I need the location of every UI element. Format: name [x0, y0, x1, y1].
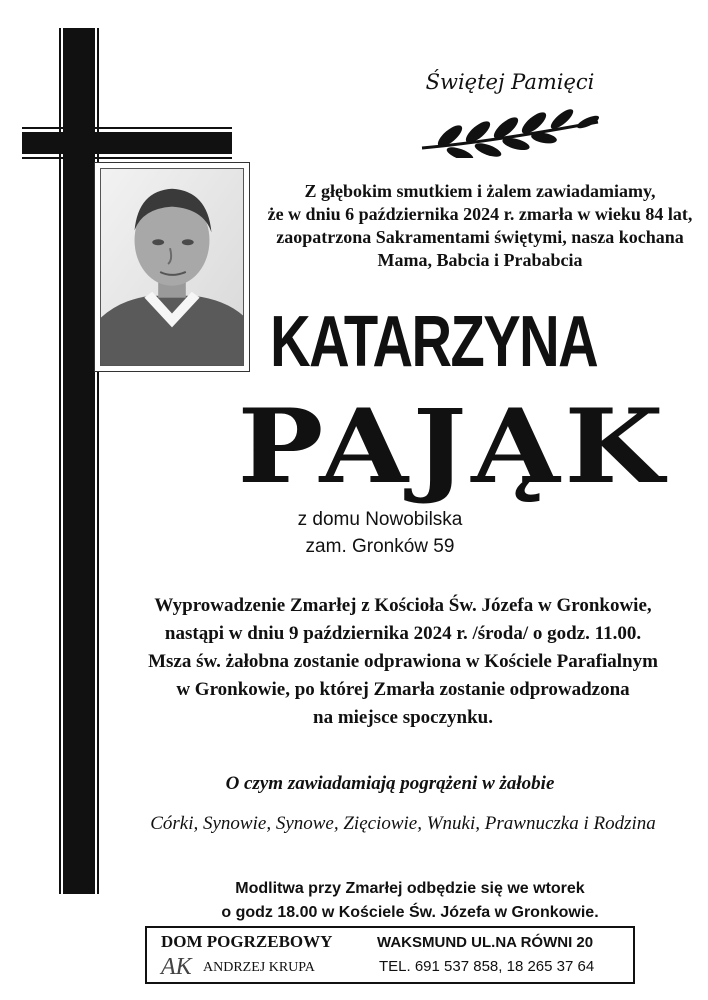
funeral-details: [98, 592, 708, 732]
funeral-home-address: WAKSMUND UL.NA RÓWNI 20: [377, 934, 594, 951]
funeral-home-phones: TEL. 691 537 858, 18 265 37 64: [379, 958, 595, 975]
leaf-branch-icon: [420, 108, 600, 158]
announcement-line: że w dniu 6 października 2024 r. zmarła w wieku 84 lat,: [267, 204, 693, 224]
portrait-photo: [94, 162, 250, 372]
residence: zam. Gronków 59: [305, 536, 455, 557]
header-title: Świętej Pamięci: [425, 70, 595, 94]
announcement-line: Z głębokim smutkiem i żalem zawiadamiamy,: [304, 181, 656, 201]
announcement-line: Mama, Babcia i Prababcia: [377, 250, 583, 270]
maiden-name: z domu Nowobilska: [297, 509, 463, 530]
funeral-line: na miejsce spoczynku.: [313, 707, 493, 728]
prayer-notice: [130, 877, 690, 925]
funeral-line: Msza św. żałobna zostanie odprawiona w Kościele Parafialnym: [148, 651, 658, 672]
funeral-home-name: DOM POGRZEBOWY: [161, 932, 333, 951]
funeral-line: Wyprowadzenie Zmarłej z Kościoła Św. Józefa w Gronkowie,: [154, 595, 652, 616]
portrait-image: [101, 169, 243, 365]
announcement-line: zaopatrzona Sakramentami świętymi, nasza kochana: [276, 227, 684, 247]
mourners-title: O czym zawiadamiają pogrążeni w żałobie: [225, 773, 555, 794]
deceased-details: [250, 506, 510, 560]
funeral-line: w Gronkowie, po której Zmarła zostanie odprowadzona: [176, 679, 630, 700]
funeral-home-box: [145, 926, 635, 984]
funeral-home-owner: ANDRZEJ KRUPA: [203, 960, 315, 975]
funeral-line: nastąpi w dniu 9 października 2024 r. /środa/ o godz. 11.00.: [164, 623, 642, 644]
prayer-line: Modlitwa przy Zmarłej odbędzie się we wtorek: [235, 880, 585, 897]
funeral-home-logo: AK: [161, 954, 192, 980]
cross-horizontal-bar: [22, 132, 232, 154]
mourners-list: Córki, Synowie, Synowe, Zięciowie, Wnuki, Prawnuczka i Rodzina: [150, 813, 656, 834]
deceased-last-name: PAJĄK: [237, 387, 669, 507]
announcement-text: [260, 180, 700, 272]
deceased-first-name: KATARZYNA: [270, 302, 598, 382]
prayer-line: o godz 18.00 w Kościele Św. Józefa w Gronkowie.: [221, 904, 599, 921]
